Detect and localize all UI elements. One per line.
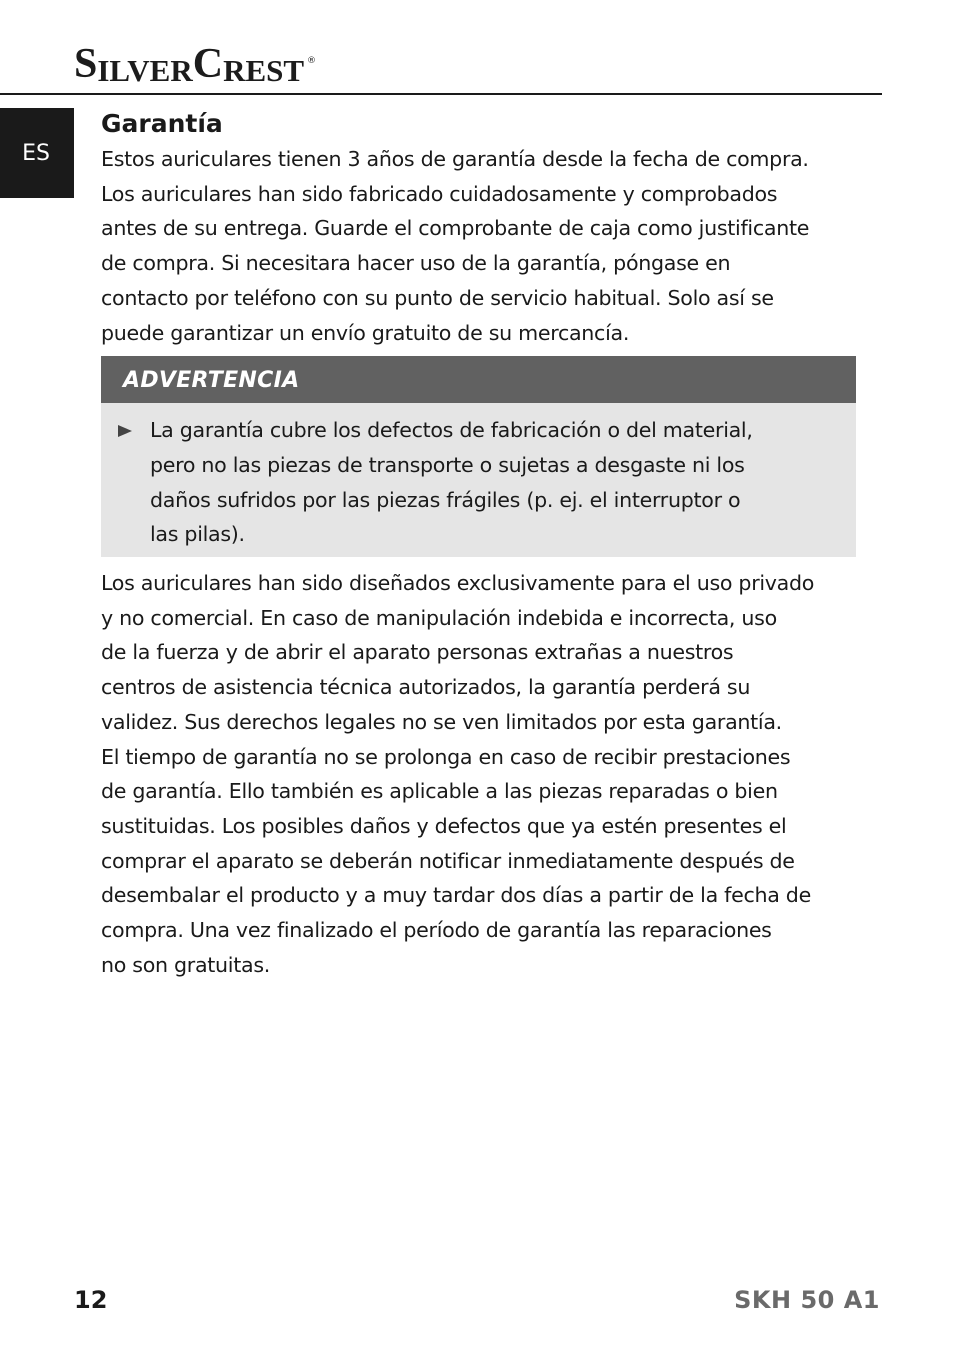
warning-heading: ADVERTENCIA (101, 356, 856, 403)
warning-box (101, 356, 856, 557)
text-line: de la fuerza y de abrir el aparato personas extrañas a nuestros (101, 640, 734, 665)
text-line: validez. Sus derechos legales no se ven limitados por esta garantía. (101, 709, 782, 734)
text-line: contacto por teléfono con su punto de servicio habitual. Solo así se (101, 285, 774, 310)
text-line: centros de asistencia técnica autorizados, la garantía perderá su (101, 675, 751, 700)
text-line: Los auriculares han sido fabricado cuidadosamente y comprobados (101, 181, 778, 206)
triangle-right-icon (118, 425, 132, 437)
text-line: La garantía cubre los defectos de fabricación o del material, (150, 418, 753, 443)
text-line: de compra. Si necesitara hacer uso de la garantía, póngase en (101, 251, 731, 276)
text-line: las pilas). (150, 522, 245, 547)
text-line: puede garantizar un envío gratuito de su mercancía. (101, 320, 630, 345)
text-line: y no comercial. En caso de manipulación indebida e incorrecta, uso (101, 605, 777, 630)
page-content (101, 106, 861, 982)
intro-paragraph (101, 142, 861, 350)
page-number: 12 (74, 1286, 108, 1314)
text-line: El tiempo de garantía no se prolonga en caso de recibir prestaciones (101, 744, 791, 769)
text-line: sustituidas. Los posibles daños y defectos que ya estén presentes el (101, 813, 787, 838)
text-line: daños sufridos por las piezas frágiles (p. ej. el interruptor o (150, 487, 741, 512)
text-line: Estos auriculares tienen 3 años de garantía desde la fecha de compra. (101, 147, 809, 171)
text-line: desembalar el producto y a muy tardar dos días a partir de la fecha de (101, 883, 811, 908)
section-title: Garantía (101, 109, 223, 138)
text-line: comprar el aparato se deberán notificar inmediatamente después de (101, 848, 795, 873)
text-line: no son gratuitas. (101, 952, 271, 977)
warning-bullet (101, 403, 856, 557)
body-paragraph (101, 566, 861, 982)
brand-logo: S ILVER C REST ® (74, 41, 317, 88)
header-divider (0, 93, 882, 95)
registered-mark: ® (307, 56, 317, 66)
text-line: de garantía. Ello también es aplicable a las piezas reparadas o bien (101, 779, 778, 804)
text-line: pero no las piezas de transporte o sujetas a desgaste ni los (150, 452, 745, 477)
text-line: compra. Una vez finalizado el período de garantía las reparaciones (101, 918, 772, 943)
language-tab: ES (0, 108, 74, 198)
text-line: antes de su entrega. Guarde el comprobante de caja como justificante (101, 216, 810, 241)
model-number: SKH 50 A1 (734, 1286, 880, 1314)
text-line: Los auriculares han sido diseñados exclusivamente para el uso privado (101, 571, 815, 596)
